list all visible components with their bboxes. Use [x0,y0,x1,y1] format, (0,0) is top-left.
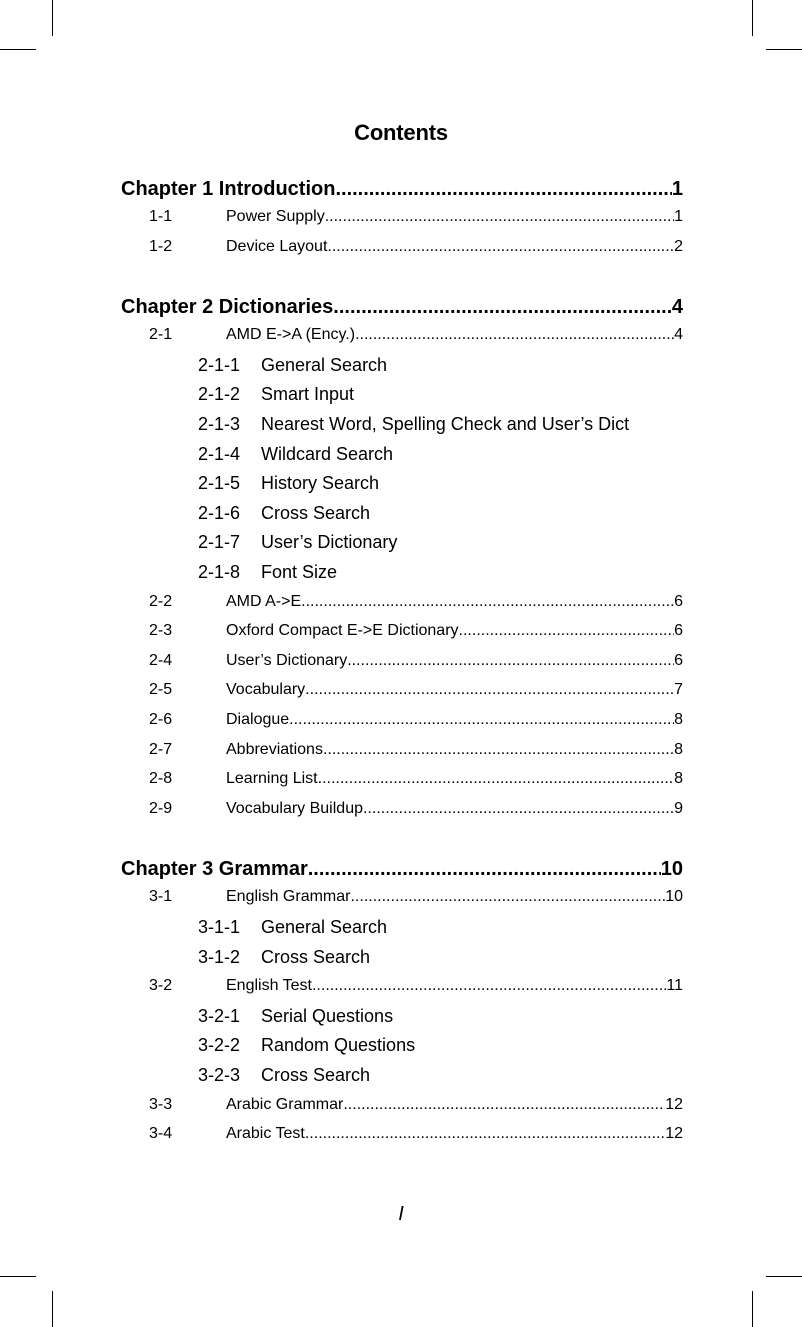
section-title: Arabic Test [226,1125,305,1143]
subsection-number: 2-1-2 [198,384,241,405]
dot-leader [333,296,672,319]
toc-subsection-entry[interactable] [121,947,683,968]
section-page-number: 1 [674,208,683,225]
section-number: 2-4 [149,651,173,669]
toc-subsection-entry[interactable] [121,414,683,435]
toc-section-entry[interactable] [121,681,683,703]
toc-subsection-entry[interactable] [121,532,683,553]
crop-mark-top-left-vertical [52,0,53,36]
crop-mark-bottom-left-vertical [52,1291,53,1327]
toc-subsection-entry[interactable] [121,473,683,494]
section-number: 2-7 [149,740,173,758]
crop-mark-top-left-horizontal [0,49,36,50]
toc-subsection-entry[interactable] [121,917,683,938]
toc-subsection-entry[interactable] [121,355,683,376]
dot-leader [305,1125,665,1143]
toc-subsection-entry[interactable] [121,1006,683,1027]
subsection-title: General Search [261,917,388,937]
section-number: 3-2 [149,977,173,995]
subsection-number: 2-1-4 [198,443,241,464]
section-page-number: 2 [674,237,683,255]
subsection-title: Wildcard Search [261,443,394,464]
toc-chapter-entry[interactable] [121,858,683,884]
section-number: 2-5 [149,681,173,699]
section-title: Power Supply [226,208,325,225]
section-title: AMD A->E [226,592,302,610]
toc-section-entry[interactable] [121,208,683,230]
crop-mark-bottom-left-horizontal [0,1276,36,1277]
subsection-title: History Search [261,473,380,494]
chapter-title: Chapter 1 Introduction [121,178,336,200]
section-page-number: 6 [674,622,683,640]
dot-leader [343,1096,665,1114]
section-title: Oxford Compact E->E Dictionary [226,622,459,640]
section-page-number: 8 [674,770,683,788]
section-page-number: 7 [674,681,683,699]
toc-chapter-entry[interactable] [121,296,683,322]
section-title: Device Layout [226,237,328,255]
section-page-number: 6 [674,592,683,610]
section-number: 2-9 [149,799,173,817]
subsection-number: 3-2-1 [198,1005,241,1026]
toc-section-entry[interactable] [121,977,683,999]
section-number: 3-4 [149,1125,173,1143]
subsection-number: 3-1-1 [198,917,241,937]
toc-section-entry[interactable] [121,1096,683,1118]
section-number: 2-8 [149,770,173,788]
toc-section-entry[interactable] [121,238,683,260]
subsection-title: Font Size [261,562,338,582]
section-page-number: 8 [674,711,683,728]
dot-leader [327,238,674,256]
section-title: Vocabulary Buildup [226,799,363,817]
section-title: Learning List [226,770,318,788]
toc-subsection-entry[interactable] [121,562,683,583]
subsection-number: 2-1-6 [198,502,241,523]
section-page-number: 9 [674,799,683,817]
subsection-title: Cross Search [261,946,371,967]
dot-leader [308,858,661,881]
toc-section-entry[interactable] [121,741,683,763]
chapter-page-number: 10 [660,858,683,881]
toc-section-entry[interactable] [121,770,683,792]
toc-subsection-entry[interactable] [121,1065,683,1086]
toc-subsection-entry[interactable] [121,503,683,524]
toc-section-entry[interactable] [121,711,683,733]
dot-leader [347,652,674,670]
section-page-number: 12 [665,1095,683,1113]
toc-section-entry[interactable] [121,888,683,910]
chapter-title: Chapter 2 Dictionaries [121,296,334,319]
toc-subsection-entry[interactable] [121,384,683,405]
dot-leader [318,770,674,788]
section-number: 2-2 [149,592,173,610]
section-number: 1-2 [149,237,173,255]
section-page-number: 6 [674,651,683,669]
subsection-number: 3-2-2 [198,1035,241,1056]
subsection-title: Serial Questions [261,1005,394,1026]
section-page-number: 10 [665,888,683,906]
section-title: Arabic Grammar [226,1095,344,1113]
toc-section-entry[interactable] [121,593,683,615]
section-page-number: 8 [674,740,683,758]
crop-mark-bottom-right-vertical [752,1291,753,1327]
subsection-number: 2-1-3 [198,414,241,434]
dot-leader [335,178,671,201]
section-title: English Grammar [226,888,351,906]
toc-subsection-entry[interactable] [121,444,683,465]
subsection-number: 2-1-5 [198,473,241,494]
section-number: 1-1 [149,208,173,225]
section-page-number: 12 [665,1125,683,1143]
section-title: User’s Dictionary [226,651,348,669]
section-title: Abbreviations [226,740,323,758]
section-title: AMD E->A (Ency.) [226,326,356,344]
subsection-title: Cross Search [261,1065,371,1085]
section-number: 3-1 [149,888,173,906]
subsection-title: General Search [261,354,388,375]
toc-section-entry[interactable] [121,326,683,348]
subsection-number: 2-1-8 [198,562,241,582]
crop-mark-top-right-horizontal [766,49,802,50]
chapter-title: Chapter 3 Grammar [121,858,308,881]
subsection-number: 3-2-3 [198,1065,241,1085]
toc-section-entry[interactable] [121,800,683,822]
section-title: Vocabulary [226,681,306,699]
dot-leader [312,977,666,995]
subsection-number: 3-1-2 [198,946,241,967]
toc-chapter-entry[interactable] [121,178,683,204]
crop-mark-top-right-vertical [752,0,753,36]
subsection-title: User’s Dictionary [261,532,398,553]
dot-leader [363,800,674,818]
toc-section-entry[interactable] [121,1125,683,1147]
page-number: I [398,1203,404,1225]
toc-section-entry[interactable] [121,652,683,674]
subsection-title: Nearest Word, Spelling Check and User’s Dict [261,414,630,434]
dot-leader [305,681,674,699]
section-number: 2-1 [149,326,173,344]
subsection-number: 2-1-1 [198,354,241,375]
dot-leader [323,741,674,759]
dot-leader [355,326,674,344]
subsection-title: Cross Search [261,502,371,523]
section-page-number: 4 [674,326,683,344]
section-number: 3-3 [149,1095,173,1113]
section-number: 2-6 [149,711,173,728]
chapter-page-number: 4 [671,296,683,319]
toc-section-entry[interactable] [121,622,683,644]
subsection-title: Smart Input [261,384,355,405]
section-title: Dialogue [226,711,290,728]
dot-leader [350,888,665,906]
toc-subsection-entry[interactable] [121,1035,683,1056]
dot-leader [289,711,674,729]
dot-leader [325,208,674,226]
chapter-page-number: 1 [671,178,683,200]
dot-leader [459,622,675,640]
section-title: English Test [226,977,312,995]
section-number: 2-3 [149,622,173,640]
dot-leader [301,593,674,611]
page-title: Contents [354,120,448,145]
subsection-title: Random Questions [261,1035,416,1056]
section-page-number: 11 [666,977,683,995]
crop-mark-bottom-right-horizontal [766,1276,802,1277]
subsection-number: 2-1-7 [198,532,241,553]
